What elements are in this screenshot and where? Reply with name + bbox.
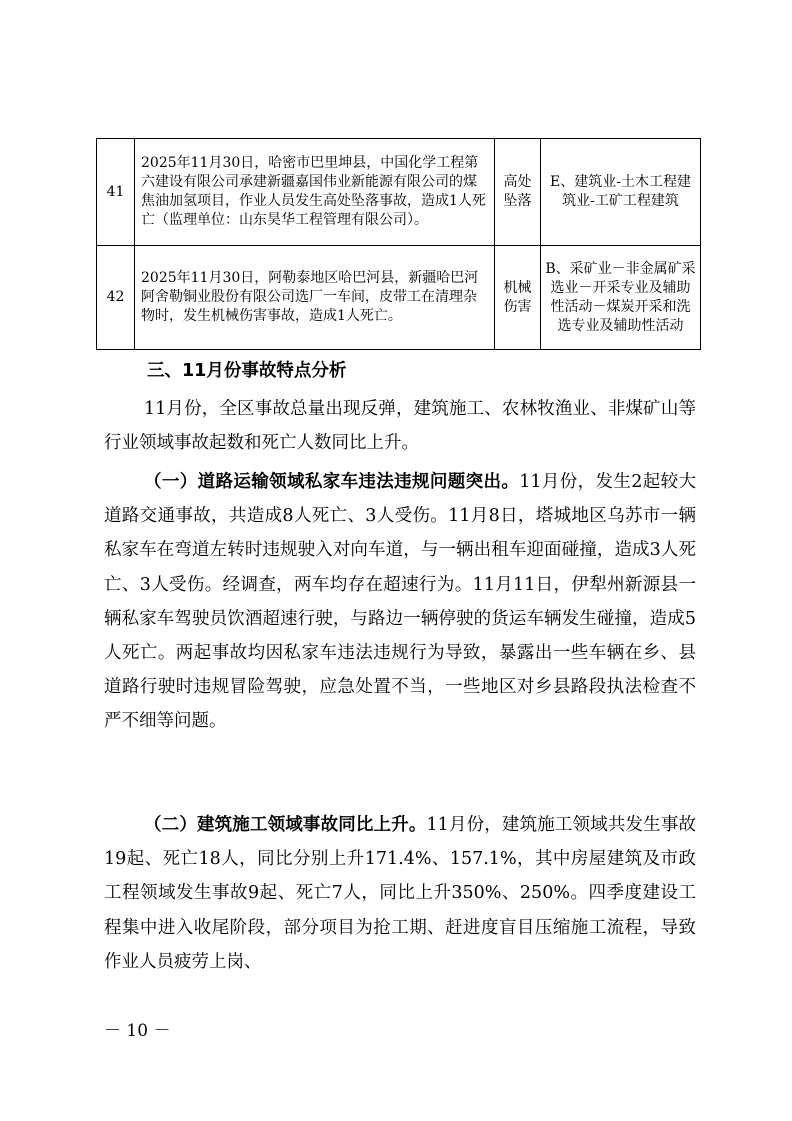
table-row [97, 246, 701, 350]
intro-paragraph: 11月份，全区事故总量出现反弹，建筑施工、农林牧渔业、非煤矿山等行业领域事故起数和死亡人数同比上升。 [104, 399, 696, 454]
accident-type: 高处坠落 [495, 139, 541, 246]
paragraph-title: （一）道路运输领域私家车违法违规问题突出。 [144, 472, 520, 492]
section-heading: 三、11月份事故特点分析 [147, 361, 347, 381]
paragraph-body: 11月份，发生2起较大道路交通事故，共造成8人死亡、3人受伤。11月8日，塔城地区乌苏市一辆私家车在弯道左转时违规驶入对向车道，与一辆出租车迎面碰撞，造成3人死亡、3人受伤。经调查，两车均存在超速行为。11月11日，伊犁州新源县一辆私家车驾驶员饮酒超速行驶，与路边一辆停驶的货运车辆发生碰撞，造成5人死亡。两起事故均因私家车违法违规行为导致，暴露出一些车辆在乡、县道路行驶时违规冒险驾驶，应急处置不当，一些地区对乡县路段执法检查不严不细等问题。 [104, 472, 696, 732]
paragraph-body: 11月份，建筑施工领域共发生事故19起、死亡18人，同比分别上升171.4%、157.1%，其中房屋建筑及市政工程领域发生事故9起、死亡7人，同比上升350%、250%。四季度建设工程集中进入收尾阶段，部分项目为抢工期、赶进度盲目压缩施工流程，导致作业人员疲劳上岗、 [104, 815, 696, 972]
accident-type: 机械伤害 [495, 246, 541, 350]
paragraph-road-transport [104, 465, 696, 739]
accident-description: 2025年11月30日，阿勒泰地区哈巴河县，新疆哈巴河阿舍勒铜业股份有限公司选厂一车间，皮带工在清理杂物时，发生机械伤害事故，造成1人死亡。 [135, 246, 495, 350]
paragraph-construction [104, 808, 696, 979]
row-number: 42 [97, 246, 135, 350]
row-number: 41 [97, 139, 135, 246]
table-row [97, 139, 701, 246]
accident-table [96, 138, 701, 350]
paragraph-title: （二）建筑施工领域事故同比上升。 [144, 815, 427, 835]
industry-category: B、采矿业－非金属矿采选业－开采专业及辅助性活动－煤炭开采和洗选专业及辅助性活动 [541, 246, 701, 350]
page-number: － 10 － [104, 1021, 171, 1041]
accident-description: 2025年11月30日，哈密市巴里坤县，中国化学工程第六建设有限公司承建新疆嘉国伟业新能源有限公司的煤焦油加氢项目，作业人员发生高处坠落事故，造成1人死亡（监理单位：山东昊华工程管理有限公司）。 [135, 139, 495, 246]
industry-category: E、建筑业-土木工程建筑业-工矿工程建筑 [541, 139, 701, 246]
